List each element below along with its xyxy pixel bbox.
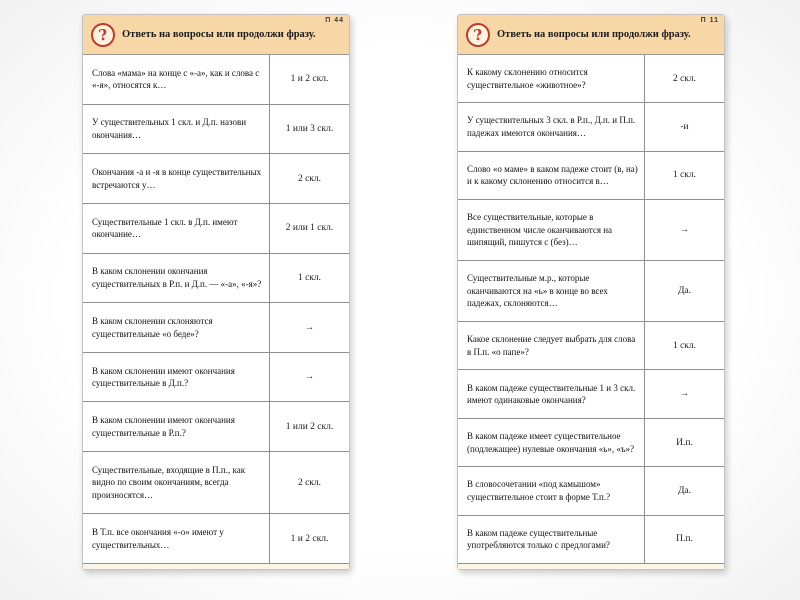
answer-text: 2 скл. [297, 173, 322, 184]
table-row [83, 303, 349, 353]
question-text: В каком падеже имеет существительное (подлежащее) нулевые окончания «ь», «ъ»? [458, 419, 645, 466]
table-row [83, 204, 349, 254]
table-row [458, 516, 724, 564]
table-row [458, 419, 724, 467]
answer-text: → [304, 372, 315, 383]
answer-text: П.п. [676, 534, 693, 545]
answer-text: → [679, 225, 690, 236]
answer-text: 2 скл. [297, 477, 322, 488]
worksheet-card-right [457, 14, 725, 570]
answer-text: 2 скл. [672, 73, 697, 84]
answer-text: 1 или 3 скл. [285, 123, 334, 134]
question-text: В каком падеже существительные употребляются только с предлогами? [458, 516, 645, 563]
card-header [83, 15, 349, 55]
question-text: В каком склонении имеют окончания существительные в Д.п.? [83, 353, 270, 402]
question-text: У существительных 3 скл. в Р.п., Д.п. и П.п. падежах имеются окончания… [458, 103, 645, 150]
answer-text: 1 или 2 скл. [285, 421, 334, 432]
question-text: Окончания -а и -я в конце существительных встречаются у… [83, 154, 270, 203]
card-title: Ответь на вопросы или продолжи фразу. [122, 28, 316, 40]
card-title: Ответь на вопросы или продолжи фразу. [497, 28, 691, 40]
table-row [83, 402, 349, 452]
answer-text: → [304, 322, 315, 333]
page-reference: П 11 [700, 17, 719, 24]
table-row [458, 322, 724, 370]
table-row [458, 200, 724, 261]
answer-text: 1 скл. [672, 340, 697, 351]
table-row [458, 152, 724, 200]
table-row [83, 254, 349, 304]
question-text: Какое склонение следует выбрать для слова в П.п. «о папе»? [458, 322, 645, 369]
question-mark-icon: ? [464, 21, 491, 48]
answer-text: 1 и 2 скл. [290, 74, 329, 85]
question-text: Существительные м.р., которые оканчиваются на «ь» в конце во всех падежах, склоняются… [458, 261, 645, 321]
table-row [83, 154, 349, 204]
answer-text: 1 скл. [672, 170, 697, 181]
table-row [458, 261, 724, 322]
question-text: Существительные 1 скл. в Д.п. имеют окончание… [83, 204, 270, 253]
answer-text: -и [680, 122, 689, 133]
worksheet-card-left [82, 14, 350, 570]
table-row [83, 353, 349, 403]
card-header [458, 15, 724, 55]
answer-text: Да. [677, 485, 692, 496]
table-row [458, 55, 724, 103]
page-reference: П 44 [325, 17, 344, 24]
question-text: В каком падеже существительные 1 и 3 скл. имеют одинаковые окончания? [458, 370, 645, 417]
answer-text: 1 скл. [297, 272, 322, 283]
answer-text: 1 и 2 скл. [290, 533, 329, 544]
question-text: Слово «о маме» в каком падеже стоит (в, на) и к какому склонению относится в… [458, 152, 645, 199]
question-text: Существительные, входящие в П.п., как видно по своим окончаниям, всегда произносятся… [83, 452, 270, 513]
question-mark-icon: ? [89, 21, 116, 48]
qa-table [83, 55, 349, 569]
table-row [83, 55, 349, 105]
answer-text: 2 или 1 скл. [285, 223, 334, 234]
question-text: Все существительные, которые в единственном числе оканчиваются на шипящий, пишутся с (без)… [458, 200, 645, 260]
qa-table [458, 55, 724, 569]
question-text: У существительных 1 скл. и Д.п. назови окончания… [83, 105, 270, 154]
table-row [458, 370, 724, 418]
table-row [458, 467, 724, 515]
question-text: К какому склонению относится существительное «животное»? [458, 55, 645, 102]
table-row [83, 514, 349, 564]
answer-text: Да. [677, 286, 692, 297]
question-text: В каком склонении окончания существительных в Р.п. и Д.п. — «-а», «-я»? [83, 254, 270, 303]
table-row [83, 452, 349, 514]
table-row [458, 103, 724, 151]
table-row [83, 105, 349, 155]
question-text: Слова «мама» на конце с «-а», как и слова с «-я», относятся к… [83, 55, 270, 104]
question-text: В каком склонении имеют окончания существительные в Р.п.? [83, 402, 270, 451]
question-text: В Т.п. все окончания «-о» имеют у существительных… [83, 514, 270, 563]
question-text: В каком склонении склоняются существительные «о беде»? [83, 303, 270, 352]
answer-text: И.п. [676, 437, 693, 448]
answer-text: → [679, 389, 690, 400]
question-text: В словосочетании «под камышом» существительное стоит в форме Т.п.? [458, 467, 645, 514]
